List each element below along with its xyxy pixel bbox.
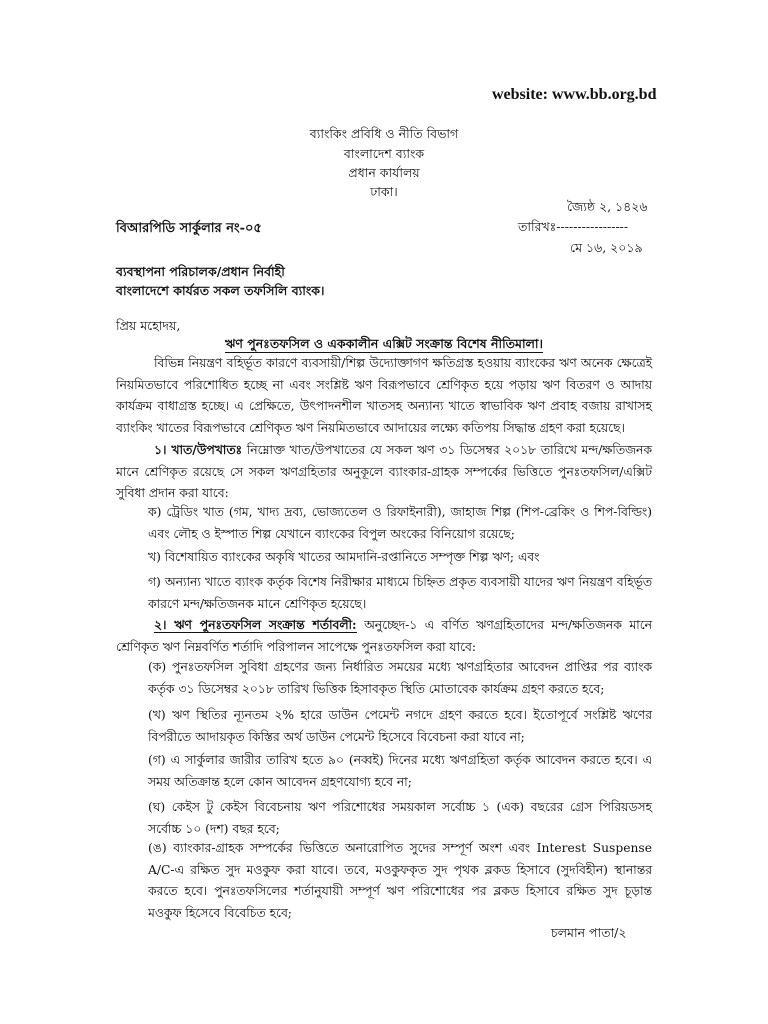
section-1-item: ক) ট্রেডিং খাত (গম, খাদ্য দ্রব্য, ভোজ্যতেল ও রিফাইনারী), জাহাজ শিল্প (শিপ-ব্রেকিং ও শিপ-বিল্ডিং) এবং লৌহ ও ইস্পাত শিল্প যেখানে ব্যাংকের বিপুল অংকের বিনিয়োগ রয়েছে; xyxy=(148,505,652,541)
section-2 xyxy=(116,614,652,658)
section-1-item: খ) বিশেষায়িত ব্যাংকের অকৃষি খাতের আমদানি-রপ্তানিতে সম্পৃক্ত শিল্প ঋণ; এবং xyxy=(148,550,540,564)
section-2-heading: ২। ঋণ পুনঃতফসিল সংক্রান্ত শর্তাবলী: xyxy=(154,617,357,632)
section-1-item: গ) অন্যান্য খাতে ব্যাংক কর্তৃক বিশেষ নিরীক্ষার মাধ্যমে চিহ্নিত প্রকৃত ব্যবসায়ী যাদের ঋণ নিয়ন্ত্রণ বহির্ভূত কারণে মন্দ/ক্ষতিজনক মানে শ্রেণিকৃত হয়েছে। xyxy=(148,575,652,611)
section-2-item: (খ) ঋণ স্থিতির ন্যূনতম ২% হারে ডাউন পেমেন্ট নগদে গ্রহণ করতে হবে। ইতোপূর্বে সংশ্লিষ্ট ঋণের বিপরীতে আদায়কৃত কিস্তির অর্থ ডাউন পেমেন্ট হিসেবে বিবেচনা করা যাবে না; xyxy=(148,708,652,744)
section-1-text: নিম্নোক্ত খাত/উপখাতের যে সকল ঋণ ৩১ ডিসেম্বর ২০১৮ তারিখে মন্দ/ক্ষতিজনক মানে শ্রেণিকৃত রয়েছে সে সকল ঋণগ্রহিতার অনুকূলে ব্যাংকার-গ্রাহক সম্পর্কের ভিত্তিতে পুনঃতফসিল/এক্সিট সুবিধা প্রদান করা যাবে: xyxy=(116,443,652,500)
date-bangla: জ্যৈষ্ঠ ২, ১৪২৬ xyxy=(567,199,648,214)
addressee-title: ব্যবস্থাপনা পরিচালক/প্রধান নির্বাহী xyxy=(116,264,285,279)
section-2-item: (ঙ) ব্যাংকার-গ্রাহক সম্পর্কের ভিত্তিতে অনারোপিত সুদের সম্পূর্ণ অংশ এবং Interest Suspense A/C-এ রক্ষিত সুদ মওকুফ করা যাবে। তবে, মওকুফকৃত সুদ পৃথক ব্লকড হিসাবে (সুদবিহীন) স্থানান্তর করতে হবে। পুনঃতফসিলের শর্তানুযায়ী সম্পূর্ণ ঋণ পরিশোধের পর ব্লকড হিসাবে রক্ষিত সুদ চূড়ান্ত মওকুফ হিসেবে বিবেচিত হবে; xyxy=(148,841,652,920)
addressee-banks: বাংলাদেশে কার্যরত সকল তফসিলি ব্যাংক। xyxy=(116,283,325,298)
continuation-note: চলমান পাতা/২ xyxy=(551,925,627,940)
section-2-item: (ঘ) কেইস টু কেইস বিবেচনায় ঋণ পরিশোধের সময়কাল সর্বোচ্চ ১ (এক) বছরের গ্রেস পিরিয়ডসহ সর্বোচ্চ ১০ (দশ) বছর হবে; xyxy=(148,800,652,836)
intro-paragraph: বিভিন্ন নিয়ন্ত্রণ বহির্ভূত কারণে ব্যবসায়ী/শিল্প উদ্যোক্তাগণ ক্ষতিগ্রস্ত হওয়ায় ব্যাংকের ঋণ অনেক ক্ষেত্রেই নিয়মিতভাবে পরিশোধিত হচ্ছে না এবং সংশ্লিষ্ট ঋণ বিরূপভাবে শ্রেণিকৃত হয়ে পড়ায় ঋণ বিতরণ ও আদায় কার্যক্রম বাধাগ্রস্ত হচ্ছে। এ প্রেক্ষিতে, উৎপাদনশীল খাতসহ অন্যান্য খাতে স্বাভাবিক ঋণ প্রবাহ বজায় রাখাসহ ব্যাংকিং খাতের বিরূপভাবে শ্রেণিকৃত ঋণ নিয়মিতভাবে আদায়ের লক্ষ্যে কতিপয় সিদ্ধান্ত গ্রহণ করা হয়েছে। xyxy=(116,356,652,435)
section-1-heading: ১। খাত/উপখাতঃ xyxy=(154,442,243,457)
website-link[interactable]: website: www.bb.org.bd xyxy=(492,86,657,103)
section-2-text: অনুচ্ছেদ-১ এ বর্ণিত ঋণগ্রহিতাদের মন্দ/ক্ষতিজনক মানে শ্রেণিকৃত ঋণ নিম্নবর্ণিত শর্তাদি পরিপালন সাপেক্ষে পুনঃতফসিল করা যাবে: xyxy=(116,618,652,654)
city-name: ঢাকা। xyxy=(370,184,398,199)
section-2-item: (গ) এ সার্কুলার জারীর তারিখ হতে ৯০ (নব্বই) দিনের মধ্যে ঋণগ্রহিতা কর্তৃক আবেদন করতে হবে। এ সময় অতিক্রান্ত হলে কোন আবেদন গ্রহণযোগ্য হবে না; xyxy=(148,753,652,789)
department-name: ব্যাংকিং প্রবিধি ও নীতি বিভাগ xyxy=(309,126,459,141)
section-1 xyxy=(116,439,652,505)
circular-reference: বিআরপিডি সার্কুলার নং-০৫ xyxy=(116,221,262,236)
date-label: তারিখঃ----------------- xyxy=(518,219,629,234)
subject-text: ঋণ পুনঃতফসিল ও এককালীন এক্সিট সংক্রান্ত বিশেষ নীতিমালা। xyxy=(224,336,544,351)
salutation: প্রিয় মহোদয়, xyxy=(116,318,181,333)
bank-name: বাংলাদেশ ব্যাংক xyxy=(343,146,425,161)
section-2-item: (ক) পুনঃতফসিল সুবিধা গ্রহণের জন্য নির্ধারিত সময়ের মধ্যে ঋণগ্রহিতার আবেদন প্রাপ্তির পর ব্যাংক কর্তৃক ৩১ ডিসেম্বর ২০১৮ তারিখ ভিত্তিক হিসাবকৃত স্থিতি মোতাবেক কার্যক্রম গ্রহণ করতে হবে; xyxy=(148,660,652,696)
office-name: প্রধান কার্যালয় xyxy=(348,165,420,180)
date-english: মে ১৬, ২০১৯ xyxy=(570,240,643,255)
